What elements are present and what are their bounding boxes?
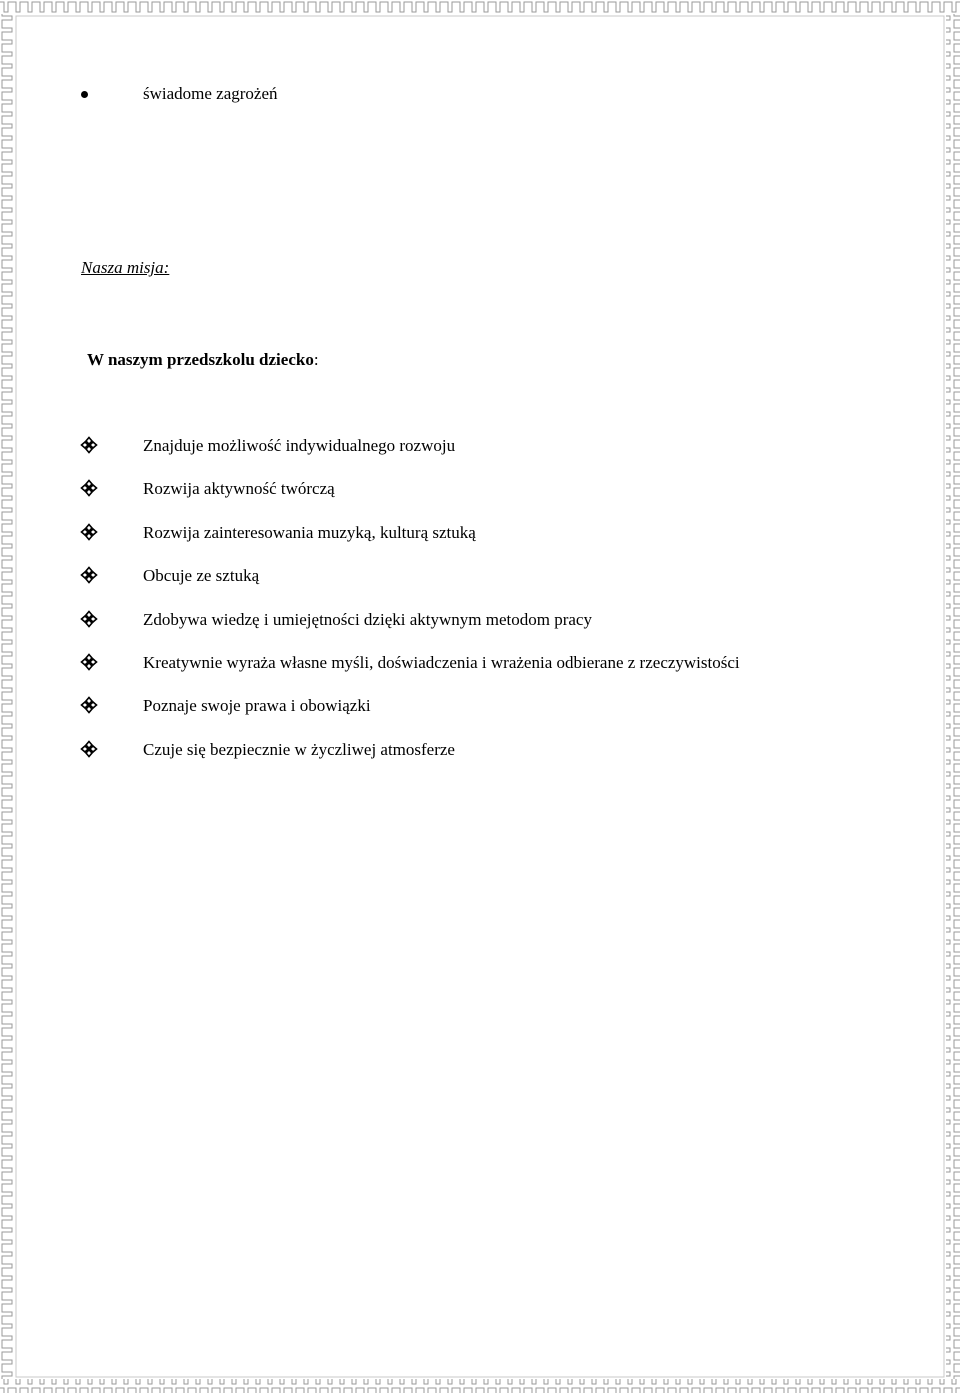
- list-item-text: Obcuje ze sztuką: [143, 566, 260, 586]
- intro-colon: :: [313, 350, 319, 369]
- four-petal-diamond-icon: [80, 479, 98, 497]
- four-petal-diamond-icon: [80, 523, 98, 541]
- four-petal-diamond-icon: [80, 653, 98, 671]
- list-item-text: Kreatywnie wyraża własne myśli, doświadczenia i wrażenia odbierane z rzeczywistości: [143, 652, 740, 672]
- four-petal-diamond-icon: [80, 566, 98, 584]
- four-petal-diamond-icon: [80, 740, 98, 758]
- four-petal-diamond-icon: [80, 436, 98, 454]
- four-petal-diamond-icon: [80, 610, 98, 628]
- four-petal-diamond-icon: [80, 696, 98, 714]
- list-item-text: Poznaje swoje prawa i obowiązki: [143, 696, 371, 716]
- intro-bold-text: W naszym przedszkolu dziecko: [87, 350, 314, 369]
- list-item-text: Rozwija aktywność twórczą: [143, 479, 335, 499]
- list-item-text: Znajduje możliwość indywidualnego rozwoju: [143, 436, 456, 455]
- list-item-text: Czuje się bezpiecznie w życzliwej atmosferze: [143, 739, 455, 759]
- list-item-text: Zdobywa wiedzę i umiejętności dzięki aktywnym metodom pracy: [143, 609, 592, 629]
- top-list-item-text: świadome zagrożeń: [143, 84, 278, 103]
- list-item-text: Rozwija zainteresowania muzyką, kulturą sztuką: [143, 522, 476, 542]
- mission-heading: Nasza misja:: [81, 258, 170, 277]
- bullet-dot-icon: [81, 91, 88, 98]
- intro-line: [87, 348, 319, 372]
